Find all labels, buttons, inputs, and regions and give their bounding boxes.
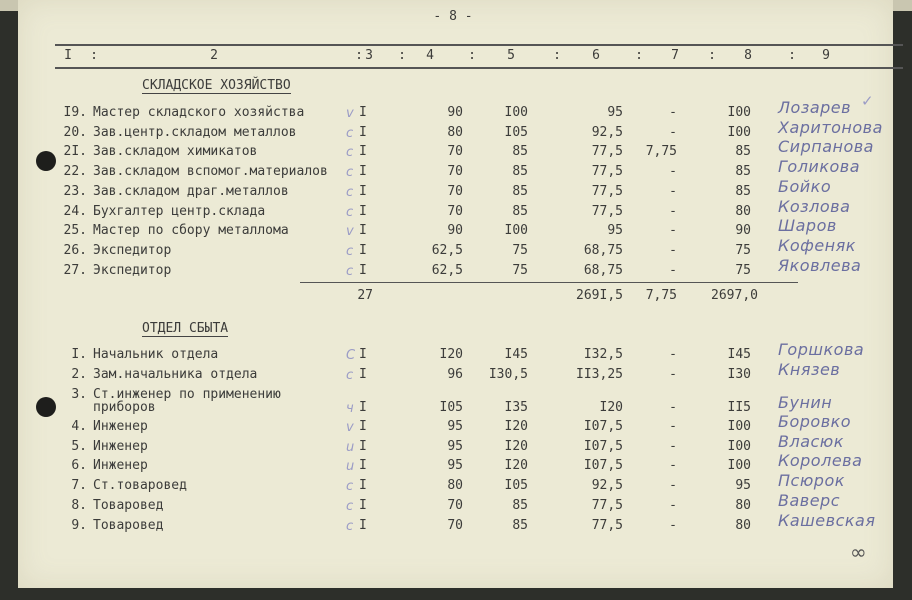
signature: Яковлева [778,255,862,275]
pencil-mark: c [346,184,354,200]
signature: Голикова [778,157,861,177]
signature: Харитонова [778,117,883,137]
position-name: Инженер [93,419,148,434]
value-col7: - [669,367,677,382]
value-col4: I05 [439,400,463,415]
totals-rule [300,282,798,283]
value-col8: I00 [727,439,751,454]
value-col6: 77,5 [591,183,623,199]
position-name: Зав.складом вспомог.материалов [93,164,328,180]
value-col5: I00 [504,105,528,120]
value-col6: I07,5 [583,419,623,434]
position-name-cont: приборов [93,400,156,415]
pencil-mark: c [346,368,354,383]
signature: Боровко [778,412,852,431]
value-col6: 95 [607,105,623,120]
value-col4: 95 [447,439,463,454]
value-col6: 68,75 [583,262,623,278]
value-col8: 85 [735,144,751,160]
value-col7: - [669,518,677,533]
row-number: I. [71,347,87,362]
value-col6: 77,5 [591,164,623,180]
value-col8: I00 [727,419,751,434]
value-col4: 80 [447,124,463,140]
pencil-mark: c [346,125,354,141]
value-col5: I05 [504,124,528,140]
value-col7: 7,75 [645,144,677,160]
pencil-mark: c [346,499,354,514]
value-col5: I05 [504,478,528,493]
value-col6: I20 [599,400,623,415]
grade: I [359,498,367,513]
header-cell: : [398,48,406,63]
signature: Козлова [778,196,851,216]
value-col8: I30 [727,367,751,382]
position-name: Инженер [93,439,148,454]
value-col4: 80 [447,478,463,493]
value-col8: 95 [735,478,751,493]
value-col7: - [669,419,677,434]
value-col5: 75 [512,242,528,258]
value-col8: 85 [735,164,751,180]
header-cell: 6 [592,48,600,63]
pencil-mark: c [346,263,354,279]
punch-hole-2 [36,397,56,417]
value-col5: I45 [504,347,528,362]
grade: I [359,242,367,258]
grade: I [359,124,367,140]
grade: I [359,262,367,278]
value-col8: 75 [735,262,751,278]
header-cell: : [90,48,98,63]
value-col5: 85 [512,498,528,513]
value-col8: II5 [727,400,751,415]
page-number: - 8 - [433,9,473,24]
value-col8: I45 [727,347,751,362]
value-col7: - [669,223,677,239]
position-name: Ст.инженер по применению [93,387,281,402]
position-name: Зав.складом драг.металлов [93,183,289,199]
value-col7: - [669,347,677,362]
header-cell: : [468,48,476,63]
total-col7: 7,75 [645,288,677,303]
check-mark: ✓ [861,92,874,110]
pencil-mark: v [346,106,354,121]
header-cell: 8 [744,48,752,63]
row-number: 23. [63,183,87,199]
value-col8: I00 [727,105,751,120]
value-col5: 85 [512,164,528,180]
value-col4: 95 [447,419,463,434]
row-number: 22. [63,164,87,180]
value-col7: - [669,105,677,120]
position-name: Мастер по сбору металлома [93,223,289,239]
value-col6: I32,5 [583,347,623,362]
row-number: 25. [63,223,87,239]
value-col7: - [669,124,677,140]
row-number: 26. [63,242,87,258]
header-cell: 7 [671,48,679,63]
value-col5: 85 [512,518,528,533]
pencil-mark: u [346,459,355,474]
value-col4: 70 [447,518,463,533]
value-col7: - [669,203,677,219]
value-col4: 95 [447,458,463,473]
value-col7: - [669,439,677,454]
header-cell: : [708,48,716,63]
row-number: 9. [71,518,87,533]
value-col8: 75 [735,242,751,258]
value-col7: - [669,164,677,180]
grade: I [359,478,367,493]
position-name: Товаровед [93,498,164,513]
value-col6: 95 [607,223,623,239]
signature: Ваверс [778,491,841,510]
grade: I [359,164,367,180]
grade: I [359,518,367,533]
pencil-mark: C [346,348,356,363]
signature: Лозарев [778,98,852,117]
value-col8: 90 [735,223,751,239]
grade: I [359,367,367,382]
value-col4: 96 [447,367,463,382]
row-number: 2I. [63,144,87,160]
value-col5: 85 [512,144,528,160]
section-title: ОТДЕЛ СБЫТА [142,321,229,336]
value-col5: I35 [504,400,528,415]
grade: I [359,105,367,120]
grade: I [359,347,367,362]
row-number: 5. [71,439,87,454]
header-cell: : [788,48,796,63]
signature: Псюрок [778,471,845,490]
header-cell: 5 [507,48,515,63]
footer-mark: ∞ [850,540,868,564]
value-col7: - [669,478,677,493]
position-name: Инженер [93,458,148,473]
value-col8: I00 [727,458,751,473]
position-name: Экспедитор [93,242,172,258]
pencil-mark: c [346,243,354,259]
header-bottom-rule [55,67,903,69]
grade: I [359,144,367,160]
value-col7: - [669,498,677,513]
pencil-mark: v [346,224,354,240]
value-col5: 75 [512,262,528,278]
value-col7: - [669,183,677,199]
pencil-mark: c [346,165,354,181]
header-cell: : [635,48,643,63]
value-col5: I00 [504,223,528,239]
value-col6: 77,5 [591,144,623,160]
row-number: 24. [63,203,87,219]
header-cell: : [553,48,561,63]
row-number: I9. [63,105,87,120]
value-col6: II3,25 [576,367,623,382]
value-col4: 62,5 [431,242,463,258]
value-col6: 77,5 [591,518,623,533]
value-col8: 80 [735,203,751,219]
header-cell: : [355,48,363,63]
value-col6: 77,5 [591,498,623,513]
pencil-mark: c [346,479,354,494]
row-number: 27. [63,262,87,278]
header-cell: 9 [822,48,830,63]
value-col5: I30,5 [488,367,528,382]
value-col8: 80 [735,518,751,533]
grade: I [359,203,367,219]
header-cell: I [64,48,72,63]
value-col8: 85 [735,183,751,199]
position-name: Мастер складского хозяйства [93,105,305,120]
value-col4: 70 [447,203,463,219]
value-col7: - [669,242,677,258]
header-top-rule [55,44,903,46]
grade: I [359,419,367,434]
value-col8: I00 [727,124,751,140]
value-col6: I07,5 [583,439,623,454]
pencil-mark: ч [346,401,354,416]
grade: I [359,183,367,199]
pencil-mark: v [346,420,354,435]
value-col4: 70 [447,164,463,180]
pencil-mark: c [346,519,354,534]
value-col6: 77,5 [591,203,623,219]
grade: I [359,458,367,473]
signature: Горшкова [778,340,865,359]
row-number: 4. [71,419,87,434]
punch-hole-1 [36,151,56,171]
header-cell: 2 [210,48,218,63]
position-name: Ст.товаровед [93,478,187,493]
signature: Бунин [778,393,833,412]
signature: Сирпанова [778,137,874,157]
row-number: 6. [71,458,87,473]
signature: Бойко [778,176,832,196]
position-name: Товаровед [93,518,164,533]
signature: Кофеняк [778,235,856,255]
value-col5: I20 [504,458,528,473]
document-page [18,0,893,588]
header-cell: 3 [365,48,373,63]
signature: Королева [778,451,863,470]
signature: Шаров [778,216,837,236]
pencil-mark: c [346,145,354,161]
pencil-mark: c [346,204,354,220]
row-number: 8. [71,498,87,513]
value-col7: - [669,262,677,278]
pencil-mark: u [346,440,355,455]
value-col5: I20 [504,439,528,454]
value-col5: 85 [512,203,528,219]
value-col4: 62,5 [431,262,463,278]
total-col6: 269I,5 [576,288,623,303]
row-number: 20. [63,124,87,140]
position-name: Экспедитор [93,262,172,278]
value-col4: 70 [447,144,463,160]
grade: I [359,223,367,239]
position-name: Зав.складом химикатов [93,144,258,160]
section-title: СКЛАДСКОЕ ХОЗЯЙСТВО [142,78,291,93]
value-col6: I07,5 [583,458,623,473]
value-col7: - [669,458,677,473]
row-number: 3. [71,387,87,402]
signature: Князев [778,360,841,379]
value-col4: I20 [439,347,463,362]
value-col4: 90 [447,105,463,120]
row-number: 7. [71,478,87,493]
row-number: 2. [71,367,87,382]
total-col8: 2697,0 [711,288,758,303]
position-name: Зав.центр.складом металлов [93,124,297,140]
total-count: 27 [357,288,373,303]
header-cell: 4 [426,48,434,63]
value-col6: 68,75 [583,242,623,258]
signature: Власюк [778,432,844,451]
position-name: Начальник отдела [93,347,219,362]
value-col5: I20 [504,419,528,434]
value-col6: 92,5 [591,124,623,140]
value-col4: 90 [447,223,463,239]
position-name: Бухгалтер центр.склада [93,203,266,219]
value-col6: 92,5 [591,478,623,493]
value-col5: 85 [512,183,528,199]
signature: Кашевская [778,511,876,530]
value-col4: 70 [447,183,463,199]
grade: I [359,400,367,415]
value-col4: 70 [447,498,463,513]
value-col8: 80 [735,498,751,513]
position-name: Зам.начальника отдела [93,367,258,382]
value-col7: - [669,400,677,415]
grade: I [359,439,367,454]
